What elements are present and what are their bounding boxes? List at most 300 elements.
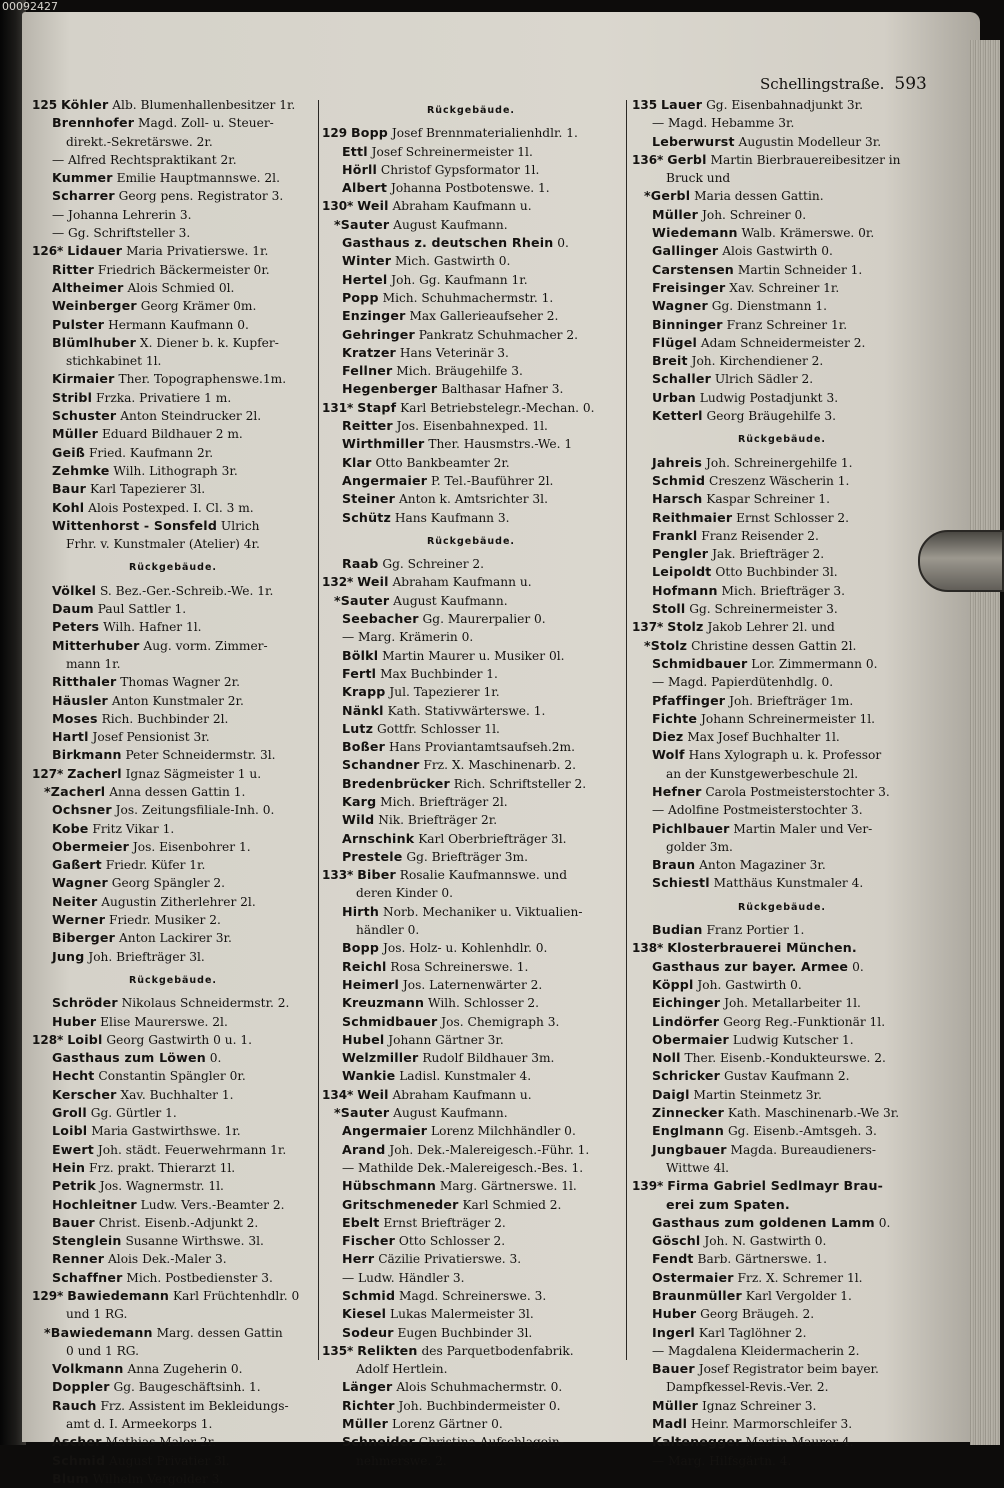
resident-details: stichkabinet 1l. — [66, 354, 162, 369]
street-title: Schellingstraße. — [760, 75, 885, 93]
resident-name: *Stolz — [644, 637, 688, 653]
resident-name: Fellner — [342, 363, 393, 379]
directory-entry — [32, 444, 314, 462]
resident-details: Barb. Gärtnerswe. 1. — [697, 1252, 828, 1267]
resident-details: — Mathilde Dek.-Malereigesch.-Bes. 1. — [342, 1160, 584, 1175]
resident-details: — Magd. Hebamme 3r. — [652, 116, 795, 131]
directory-entry — [632, 874, 932, 892]
directory-entry — [632, 187, 932, 205]
resident-details: Otto Bankbeamter 2r. — [375, 455, 510, 470]
resident-name: Wiedemann — [652, 225, 738, 241]
resident-details: Mich. Bräugehilfe 3. — [396, 364, 523, 379]
resident-details: Bruck und — [666, 171, 731, 186]
section-heading: Rückgebäude. — [426, 535, 516, 547]
resident-name: Stolz — [667, 619, 704, 635]
directory-entry — [32, 710, 314, 728]
resident-details: Anton Steindrucker 2l. — [120, 409, 262, 424]
directory-entry — [632, 1214, 932, 1232]
section-heading: Rückgebäude. — [426, 105, 516, 116]
directory-entry — [632, 1415, 932, 1433]
resident-name: Reithmaier — [652, 509, 733, 525]
directory-entry — [632, 1177, 932, 1195]
directory-entry — [632, 1122, 932, 1140]
directory-entry — [322, 738, 620, 756]
resident-details: Fried. Kaufmann 2r. — [88, 445, 214, 460]
directory-entry — [32, 1031, 314, 1049]
resident-details: Xav. Schreiner 1r. — [729, 280, 840, 295]
resident-name: Schmid — [342, 1288, 396, 1303]
directory-entry — [32, 692, 314, 710]
directory-entry — [632, 1397, 932, 1415]
directory-entry — [32, 370, 314, 388]
resident-name: Köppl — [652, 976, 694, 992]
directory-entry — [632, 261, 932, 279]
directory-entry — [322, 143, 620, 161]
resident-details: 0. — [878, 1215, 891, 1230]
resident-name: Hörll — [342, 161, 378, 177]
directory-entry — [32, 425, 314, 443]
directory-entry — [32, 1287, 314, 1305]
directory-entry — [32, 1305, 314, 1323]
resident-name: Winter — [342, 253, 392, 269]
resident-details: Hans Veterinär 3. — [399, 345, 509, 360]
resident-name: Müller — [652, 1397, 699, 1413]
resident-name: *Sauter — [334, 592, 390, 608]
resident-name: Kratzer — [342, 344, 396, 360]
directory-entry — [32, 1196, 314, 1214]
resident-details: August Kaufmann. — [393, 217, 508, 232]
resident-name: Kerscher — [52, 1086, 117, 1102]
resident-name: Bölkl — [342, 647, 379, 663]
directory-entry — [322, 939, 620, 957]
resident-name: Hirth — [342, 903, 380, 919]
resident-name: Wolf — [652, 747, 685, 763]
directory-entry — [632, 563, 932, 581]
resident-name: Scharrer — [52, 188, 115, 204]
resident-details: Joh. städt. Feuerwehrmann 1r. — [97, 1142, 287, 1157]
directory-entry — [322, 1415, 620, 1433]
resident-details: Ladisl. Kunstmaler 4. — [399, 1069, 532, 1084]
resident-details: Rosalie Kaufmannswe. und — [399, 868, 568, 883]
resident-details: Matthäus Kunstmaler 4. — [713, 876, 864, 891]
directory-entry — [32, 96, 314, 114]
resident-details: Josef Brennmaterialienhdlr. 1. — [391, 126, 578, 141]
resident-name: Arand — [342, 1141, 386, 1157]
resident-name: Sodeur — [342, 1324, 394, 1340]
resident-details: Rich. Schriftsteller 2. — [453, 776, 587, 791]
resident-details: — Marg. Krämerin 0. — [342, 630, 474, 645]
resident-details: Gottfr. Schlosser 1l. — [377, 721, 500, 736]
directory-entry — [32, 1415, 314, 1433]
directory-entry — [322, 1250, 620, 1268]
directory-entry — [32, 261, 314, 279]
resident-name: Hübschmann — [342, 1178, 436, 1194]
directory-entry — [632, 582, 932, 600]
resident-name: Daigl — [652, 1086, 690, 1102]
resident-name: Ewert — [52, 1141, 95, 1157]
resident-details: Magda. Bureaudieners- — [730, 1142, 877, 1157]
directory-column-1 — [32, 96, 314, 1488]
resident-name: Reichl — [342, 958, 387, 974]
directory-entry — [632, 389, 932, 407]
resident-name: Peters — [52, 619, 100, 635]
resident-details: Lorenz Gärtner 0. — [391, 1417, 503, 1432]
resident-details: Jos. Zeitungsfiliale-Inh. 0. — [115, 803, 275, 818]
resident-details: 0. — [557, 236, 569, 251]
section-heading: Rückgebäude. — [128, 974, 218, 986]
directory-entry — [32, 1013, 314, 1031]
resident-details: Gg. Schreinermeister 3. — [689, 602, 838, 617]
resident-name: Müller — [652, 206, 699, 222]
resident-name: Hochleitner — [52, 1196, 137, 1212]
directory-entry — [32, 517, 314, 535]
resident-details: Anna Zugeherin 0. — [127, 1362, 243, 1377]
resident-details: Georg pens. Registrator 3. — [118, 189, 284, 204]
resident-name: Neiter — [52, 893, 98, 909]
directory-entry — [632, 958, 932, 976]
resident-name: Kirmaier — [52, 371, 115, 387]
resident-name: Welzmiller — [342, 1050, 419, 1066]
resident-name: Bauer — [52, 1214, 95, 1230]
resident-name: Obermeier — [52, 838, 130, 854]
directory-entry — [632, 297, 932, 315]
resident-details: amt d. I. Armeekorps 1. — [66, 1417, 213, 1432]
resident-details: Friedr. Küfer 1r. — [105, 858, 206, 873]
directory-entry — [32, 801, 314, 819]
resident-details: Joh. Kirchendiener 2. — [691, 354, 824, 369]
resident-name: Kohl — [52, 499, 85, 515]
resident-details: 0. — [209, 1051, 222, 1066]
resident-details: Carola Postmeisterstochter 3. — [705, 784, 890, 799]
resident-details: Ernst Schlosser 2. — [736, 510, 850, 525]
resident-name: Angermaier — [342, 472, 428, 488]
directory-entry — [322, 252, 620, 270]
resident-details: Heinr. Marmorschleifer 3. — [691, 1417, 853, 1432]
resident-details: — Gg. Schriftsteller 3. — [52, 226, 191, 241]
resident-details: Martin Maurer u. Musiker 0l. — [382, 648, 565, 663]
resident-details: Wilh. Schlosser 2. — [428, 996, 540, 1011]
resident-name: Brennhofer — [52, 115, 135, 131]
resident-details: Anton Magaziner 3r. — [699, 858, 826, 873]
resident-details: Joh. Schreinergehilfe 1. — [706, 455, 853, 470]
directory-entry — [322, 884, 620, 902]
directory-entry — [32, 600, 314, 618]
resident-name: Volkmann — [52, 1361, 124, 1377]
resident-name: Schiestl — [652, 875, 710, 891]
resident-name: Binninger — [652, 316, 723, 332]
resident-name: Stribl — [52, 389, 93, 405]
house-number: 129* — [32, 1289, 64, 1303]
resident-name: Bauer — [652, 1361, 695, 1377]
resident-name: Weil — [357, 1086, 389, 1102]
resident-details: — Magd. Papierdütenhdlg. 0. — [652, 675, 834, 690]
resident-name: Freisinger — [652, 279, 726, 295]
resident-name: Pengler — [652, 546, 709, 562]
resident-name: Kaltenegger — [652, 1434, 742, 1450]
house-number: 136* — [632, 152, 664, 167]
resident-details: Paul Sattler 1. — [97, 602, 187, 617]
resident-details: Georg Reg.-Funktionär 1l. — [723, 1014, 886, 1029]
resident-details: Max Buchbinder 1. — [380, 666, 498, 681]
directory-entry — [322, 417, 620, 435]
resident-details: Anton k. Amtsrichter 3l. — [398, 492, 548, 507]
resident-name: Schmidbauer — [652, 655, 748, 671]
resident-details: Rudolf Bildhauer 3m. — [422, 1051, 555, 1066]
directory-entry — [322, 271, 620, 289]
resident-name: Baur — [52, 481, 87, 497]
directory-entry — [632, 783, 932, 801]
page-edges — [970, 40, 1000, 1445]
resident-details: Max Josef Buchhalter 1l. — [687, 730, 840, 745]
resident-name: Enzinger — [342, 308, 406, 324]
directory-entry — [322, 1141, 620, 1159]
resident-name: erei zum Spaten. — [666, 1196, 790, 1212]
resident-details: Jos. Eisenbahnexped. 1l. — [396, 419, 548, 434]
directory-entry — [322, 1342, 620, 1360]
resident-details: Abraham Kaufmann u. — [392, 575, 532, 590]
resident-name: Steiner — [342, 491, 396, 507]
directory-entry — [632, 133, 932, 151]
resident-details: August Privatier 3l. — [109, 1453, 230, 1468]
directory-entry — [632, 820, 932, 838]
resident-details: mann 1r. — [66, 656, 121, 671]
resident-details: Frzka. Privatiere 1 m. — [96, 390, 232, 405]
directory-entry — [322, 216, 620, 234]
resident-details: Maria Gastwirthswe. 1r. — [91, 1124, 241, 1139]
resident-name: Gasthaus z. deutschen Rhein — [342, 235, 554, 251]
directory-entry — [322, 179, 620, 197]
resident-name: Schmid — [652, 472, 706, 488]
resident-name: Schmidbauer — [342, 1013, 438, 1029]
resident-name: Göschl — [652, 1233, 701, 1249]
resident-name: Krapp — [342, 684, 386, 700]
directory-entry — [632, 1141, 932, 1159]
directory-entry — [32, 948, 314, 966]
resident-details: Georg Gastwirth 0 u. 1. — [106, 1032, 252, 1047]
resident-details: Christ. Eisenb.-Adjunkt 2. — [98, 1215, 259, 1230]
resident-details: Peter Schneidermstr. 3l. — [125, 748, 276, 763]
resident-details: Aug. vorm. Zimmer- — [143, 638, 268, 653]
resident-name: *Bawiedemann — [44, 1324, 153, 1340]
resident-details: Fritz Vikar 1. — [92, 821, 175, 836]
directory-entry — [322, 1086, 620, 1104]
resident-name: Wagner — [52, 875, 108, 891]
resident-name: Geiß — [52, 444, 86, 460]
directory-entry — [632, 976, 932, 994]
resident-name: Wankie — [342, 1068, 396, 1084]
resident-name: Gehringer — [342, 326, 415, 342]
resident-details: Joh. Gg. Kaufmann 1r. — [391, 272, 528, 287]
resident-details: Ulrich — [220, 518, 260, 533]
directory-entry — [632, 1287, 932, 1305]
resident-name: Seebacher — [342, 611, 419, 627]
directory-entry — [322, 976, 620, 994]
resident-name: Lutz — [342, 720, 374, 736]
resident-name: Ettl — [342, 143, 368, 159]
resident-details: Maria dessen Gattin. — [694, 189, 824, 204]
resident-name: Altheimer — [52, 279, 124, 295]
directory-column-3 — [632, 96, 932, 1470]
resident-details: Josef Schreinermeister 1l. — [371, 144, 533, 159]
resident-details: Max Gallerieaufseher 2. — [409, 309, 559, 324]
column-rule-2 — [626, 100, 627, 1360]
directory-entry — [32, 765, 314, 783]
resident-details: Ther. Eisenb.-Kondukteurswe. 2. — [684, 1051, 886, 1066]
resident-name: Ritthaler — [52, 674, 117, 690]
directory-entry — [32, 820, 314, 838]
resident-details: Joh. Briefträger 1m. — [729, 693, 854, 708]
directory-entry — [32, 637, 314, 655]
resident-details: Adolf Hertlein. — [356, 1362, 448, 1377]
directory-entry — [32, 746, 314, 764]
directory-entry — [322, 454, 620, 472]
resident-name: Stoll — [652, 601, 686, 617]
house-number: 130* — [322, 199, 354, 214]
directory-entry — [632, 1342, 932, 1360]
resident-name: Schuster — [52, 408, 117, 424]
resident-details: Mich. Briefträger 3. — [721, 583, 846, 598]
resident-name: Werner — [52, 912, 106, 928]
resident-details: Jos. Eisenbohrer 1. — [132, 839, 251, 854]
resident-name: Harsch — [652, 491, 703, 507]
resident-name: Raab — [342, 556, 379, 572]
directory-entry — [32, 728, 314, 746]
directory-entry — [322, 555, 620, 573]
resident-details: Ludwig Postadjunkt 3. — [699, 390, 839, 405]
resident-name: Budian — [652, 922, 703, 938]
directory-entry — [632, 856, 932, 874]
resident-details: Jos. Holz- u. Kohlenhdlr. 0. — [382, 941, 548, 956]
resident-details: Martin Bierbrauereibesitzer in — [710, 152, 901, 167]
directory-entry — [322, 903, 620, 921]
resident-name: Schröder — [52, 995, 118, 1011]
directory-entry — [322, 307, 620, 325]
resident-details: Karl Tapezierer 3l. — [89, 482, 206, 497]
directory-entry — [632, 655, 932, 673]
directory-entry — [322, 509, 620, 527]
directory-entry — [632, 765, 932, 783]
resident-details: Mich. Gastwirth 0. — [395, 254, 511, 269]
directory-entry — [32, 673, 314, 691]
resident-details: Friedrich Bäckermeister 0r. — [97, 262, 270, 277]
resident-name: Leipoldt — [652, 564, 712, 580]
directory-entry — [32, 1086, 314, 1104]
resident-name: Schricker — [652, 1068, 721, 1084]
directory-entry — [632, 407, 932, 425]
resident-details: — Alfred Rechtspraktikant 2r. — [52, 152, 237, 167]
resident-name: Wild — [342, 812, 375, 828]
resident-name: Kreuzmann — [342, 995, 425, 1011]
directory-entry — [632, 921, 932, 939]
directory-entry — [322, 1196, 620, 1214]
resident-name: Klosterbrauerei München. — [667, 940, 857, 956]
resident-details: Magd. Schreinerswe. 3. — [399, 1289, 547, 1303]
resident-name: Herr — [342, 1251, 375, 1267]
resident-details: Xav. Buchhalter 1. — [120, 1087, 234, 1102]
directory-entry — [632, 1104, 932, 1122]
resident-name: Ingerl — [652, 1324, 695, 1340]
resident-name: Huber — [52, 1013, 97, 1029]
resident-details: Marg. Gärtnerswe. 1l. — [439, 1179, 577, 1194]
directory-entry — [32, 1141, 314, 1159]
resident-name: Huber — [652, 1306, 697, 1322]
resident-details: Karl Oberbriefträger 3l. — [418, 831, 567, 846]
resident-name: Braun — [652, 857, 696, 873]
directory-entry — [322, 610, 620, 628]
page-header — [760, 74, 927, 94]
resident-details: Ignaz Sägmeister 1 u. — [125, 766, 262, 781]
directory-entry — [32, 874, 314, 892]
directory-entry — [32, 1250, 314, 1268]
directory-entry — [632, 710, 932, 728]
resident-details: Mathias Maler 2r. — [105, 1435, 216, 1450]
resident-name: Stenglein — [52, 1233, 122, 1249]
directory-entry — [32, 582, 314, 600]
directory-entry — [632, 370, 932, 388]
directory-entry — [632, 1250, 932, 1268]
directory-entry — [322, 683, 620, 701]
resident-name: Fichte — [652, 710, 698, 726]
resident-name: Lindörfer — [652, 1013, 720, 1029]
resident-name: Hartl — [52, 729, 89, 745]
directory-entry — [322, 958, 620, 976]
resident-name: Lauer — [660, 97, 703, 112]
resident-name: Karg — [342, 793, 377, 809]
directory-entry — [322, 775, 620, 793]
resident-details: 0 und 1 RG. — [66, 1343, 139, 1358]
resident-details: Rich. Buchbinder 2l. — [101, 711, 229, 726]
directory-entry — [632, 490, 932, 508]
resident-details: Dampfkessel-Revis.-Ver. 2. — [666, 1380, 829, 1395]
resident-name: Völkel — [52, 582, 97, 598]
resident-name: Gerbl — [667, 151, 707, 167]
directory-entry — [632, 692, 932, 710]
resident-details: Lukas Malermeister 3l. — [390, 1307, 534, 1322]
resident-name: Bredenbrücker — [342, 775, 450, 791]
directory-entry — [632, 509, 932, 527]
resident-name: Müller — [342, 1416, 389, 1432]
resident-details: Franz Reisender 2. — [701, 528, 819, 543]
directory-entry — [32, 1122, 314, 1140]
directory-entry — [322, 124, 620, 142]
resident-details: Joh. Schreiner 0. — [701, 207, 807, 222]
resident-details: Mich. Briefträger 2l. — [380, 794, 508, 809]
resident-name: Klar — [342, 454, 372, 470]
resident-details: Gg. Eisenbahnadjunkt 3r. — [706, 98, 864, 112]
resident-details: Otto Buchbinder 3l. — [715, 565, 838, 580]
resident-details: Ulrich Sädler 2. — [714, 372, 814, 387]
directory-entry — [632, 746, 932, 764]
directory-entry — [32, 389, 314, 407]
resident-details: Susanne Wirthswe. 3l. — [125, 1234, 264, 1249]
resident-name: Hofmann — [652, 582, 718, 598]
resident-name: Richter — [342, 1397, 395, 1413]
resident-details: an der Kunstgewerbeschule 2l. — [666, 766, 859, 781]
directory-entry — [322, 362, 620, 380]
resident-name: Jungbauer — [652, 1141, 727, 1157]
directory-entry — [322, 490, 620, 508]
directory-entry — [32, 618, 314, 636]
resident-name: *Sauter — [334, 216, 390, 232]
resident-name: *Sauter — [334, 1105, 390, 1121]
directory-entry — [322, 793, 620, 811]
resident-name: Fendt — [652, 1251, 694, 1267]
resident-details: Eugen Buchbinder 3l. — [397, 1325, 533, 1340]
directory-entry — [322, 921, 620, 939]
resident-name: Bopp — [342, 940, 380, 956]
resident-name: Zacherl — [67, 765, 122, 781]
directory-entry — [32, 911, 314, 929]
